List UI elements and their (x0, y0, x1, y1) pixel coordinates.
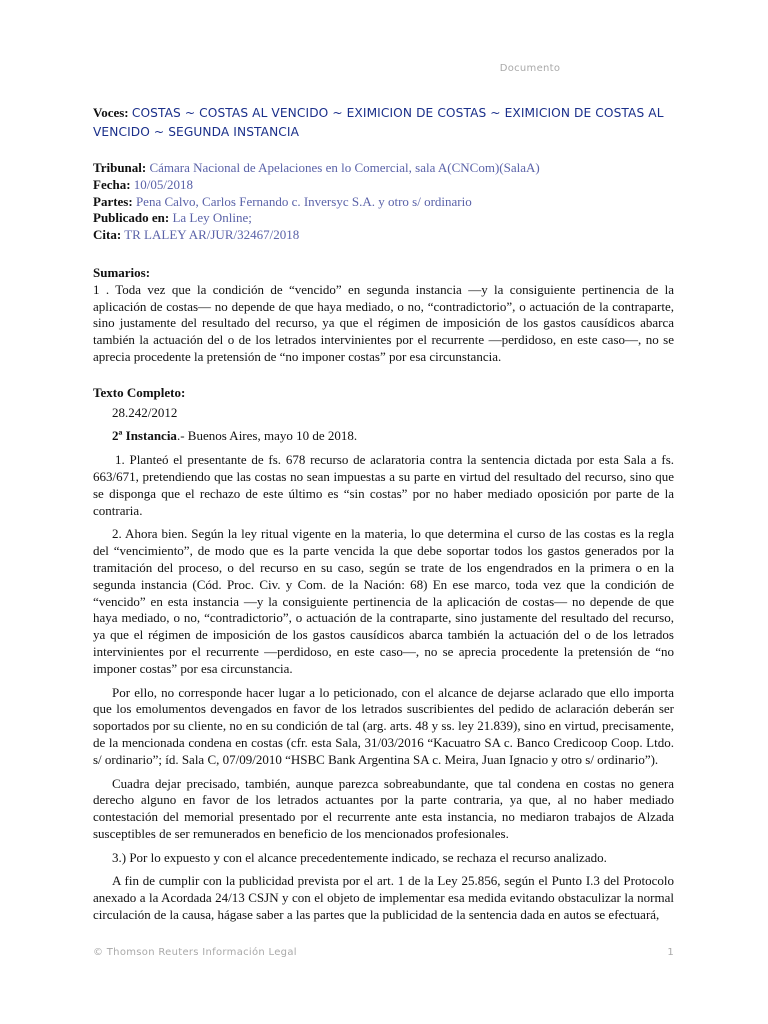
cita-value[interactable]: TR LALEY AR/JUR/32467/2018 (124, 227, 300, 243)
tribunal-label: Tribunal: (93, 160, 147, 175)
publicado-value[interactable]: La Ley Online; (172, 210, 252, 226)
page-footer (93, 947, 674, 958)
paragraph-3: Por ello, no corresponde hacer lugar a lo peticionado, con el alcance de dejarse aclarado que ello importa que los emolumentos devengados en favor de los letrados suscribientes del pedido de aclaración deberán ser soportados por su cliente, no en su condición de tal (arg. arts. 48 y ss. ley 21.839), sino en virtud, precisamente, de la mencionada condena en costas (cfr. esta Sala, 31/03/2016 “Kacuatro SA c. Banco Credicoop Coop. Ltdo. s/ ordinario”; íd. Sala C, 07/09/2010 “HSBC Bank Argentina SA c. Meira, Juan Ignacio y otro s/ ordinario”). (93, 684, 674, 767)
partes-value[interactable]: Pena Calvo, Carlos Fernando c. Inversyc S.A. y otro s/ ordinario (135, 193, 472, 209)
paragraph-2: 2. Ahora bien. Según la ley ritual vigente en la materia, lo que determina el curso de las costas es la regla del “vencimiento”, de modo que es la parte vencida la que debe soportar todos los gastos generados por la tramitación del proceso, o del recurso en su caso, según se trate de los engendrados en la primera o en la segunda instancia (Cód. Proc. Civ. y Com. de la Nación: 68) En ese marco, toda vez que la condición de “vencido” en esta instancia —y la consiguiente pertinencia de la aplicación de costas— no depende de que haya mediado, o no, “contradictorio”, o actuación de la contraparte, sino justamente del resultado del recurso, ya que el régimen de imposición de los gastos causídicos abarca también la actuación del o de los letrados intervinientes por el recurrente —perdidoso, en este caso—, no se aprecia procedente la pretensión de “no imponer costas” por esa circunstancia. (93, 526, 674, 676)
copyright-text: © Thomson Reuters Información Legal (93, 947, 297, 958)
paragraph-5: 3.) Por lo expuesto y con el alcance precedentemente indicado, se rechaza el recurso analizado. (112, 849, 607, 865)
partes-label: Partes: (93, 193, 133, 209)
instancia-line (93, 428, 674, 445)
expediente-number: 28.242/2012 (112, 404, 178, 420)
instancia-bold: 2ª Instancia (112, 428, 177, 444)
publicado-row (93, 210, 674, 227)
instancia-rest: .- Buenos Aires, mayo 10 de 2018. (176, 428, 358, 444)
sumario-text: 1 . Toda vez que la condición de “vencido” en segunda instancia —y la consiguiente pertinencia de la aplicación de costas— no depende de que haya mediado, o no, “contradictorio”, o actuación de la contraparte, sino justamente del resultado del recurso, ya que el régimen de imposición de los gastos causídicos abarca también la actuación del o de los letrados intervinientes por el recurrente —perdidoso, en este caso—, no se aprecia procedente la pretensión de “no imponer costas” por esa circunstancia. (93, 281, 674, 364)
voces-block (93, 104, 674, 141)
tribunal-row (93, 160, 674, 177)
document-body (93, 104, 674, 931)
publicado-label: Publicado en: (93, 210, 170, 226)
cita-row (93, 227, 674, 244)
fecha-label: Fecha: (93, 176, 131, 192)
voces-label: Voces: (93, 105, 129, 120)
tribunal-value[interactable]: Cámara Nacional de Apelaciones en lo Comercial, sala A(CNCom)(SalaA) (149, 160, 540, 175)
texto-completo-title: Texto Completo: (93, 384, 186, 400)
page-header (0, 63, 768, 74)
fecha-value[interactable]: 10/05/2018 (133, 176, 194, 192)
sumarios-title: Sumarios: (93, 264, 151, 280)
partes-row (93, 194, 674, 211)
voces-value[interactable]: COSTAS ~ COSTAS AL VENCIDO ~ EXIMICION DE COSTAS ~ EXIMICION DE COSTAS AL VENCIDO ~ SEGUNDA INSTANCIA (93, 106, 664, 139)
metadata-block (93, 160, 674, 244)
paragraph-4: Cuadra dejar precisado, también, aunque parezca sobreabundante, que tal condena en costas no genera derecho alguno en favor de los letrados actuantes por la parte contraria, ya que, al no haber mediado contestación del memorial presentado por el recurrente ante esta instancia, no mediaron trabajos de Alzada susceptibles de ser remunerados en beneficio de los mencionados profesionales. (93, 775, 674, 841)
cita-label: Cita: (93, 227, 122, 243)
paragraph-6: A fin de cumplir con la publicidad prevista por el art. 1 de la Ley 25.856, según el Punto I.3 del Protocolo anexado a la Acordada 24/13 CSJN y con el objeto de implementar esa medida evitando obstaculizar la normal circulación de la causa, hágase saber a las partes que la publicidad de la sentencia dada en autos se efectuará, (93, 873, 674, 923)
page-number: 1 (667, 947, 674, 958)
header-label: Documento (499, 63, 561, 74)
paragraph-1: 1. Planteó el presentante de fs. 678 recurso de aclaratoria contra la sentencia dictada por esta Sala a fs. 663/671, pretendiendo que las costas no sean impuestas a su parte en virtud del resultado del recurso, sino que se disponga que el rechazo de este último es “sin costas” por no haber mediado oposición por parte de la contraria. (93, 452, 674, 518)
fecha-row (93, 177, 674, 194)
